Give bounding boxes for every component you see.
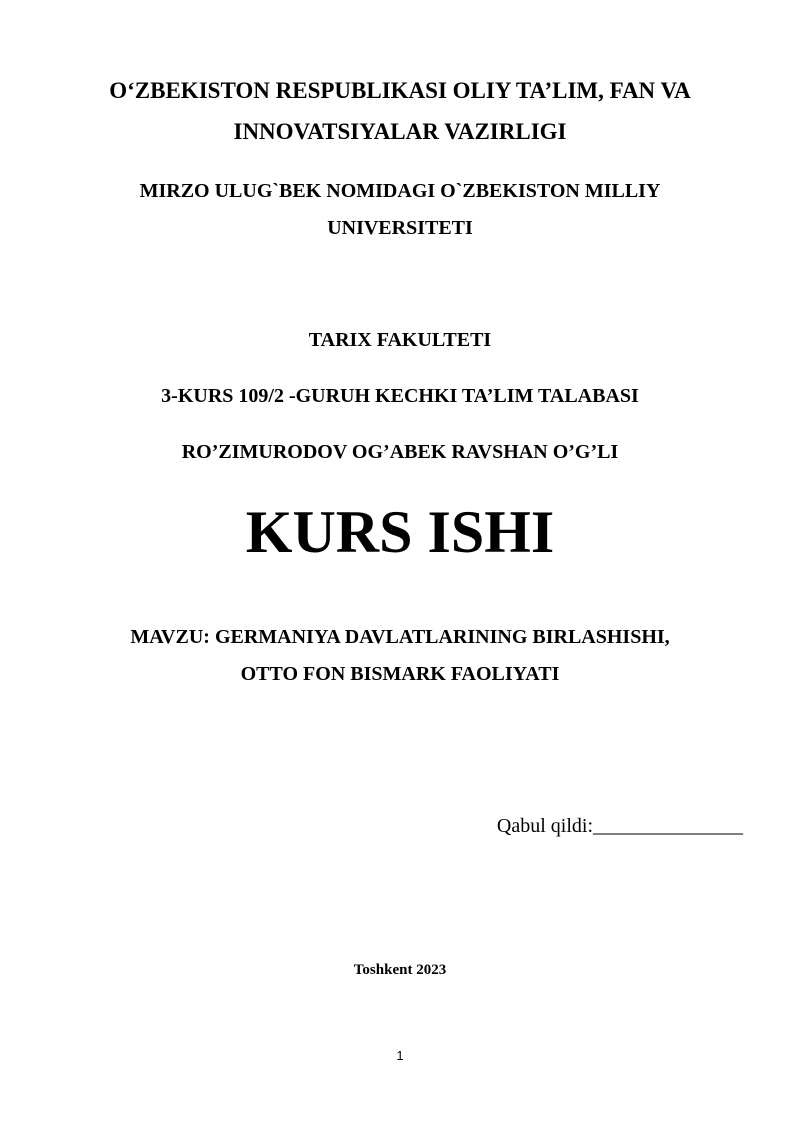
page-number: 1	[396, 1048, 404, 1063]
student-name: RO’ZIMURODOV OG’ABEK RAVSHAN O’G’LI	[181, 441, 619, 463]
document-title: KURS ISHI	[245, 499, 555, 565]
faculty-name: TARIX FAKULTETI	[308, 329, 492, 351]
topic-line-2: OTTO FON BISMARK FAOLIYATI	[240, 663, 560, 685]
university-name-line-2: UNIVERSITETI	[327, 217, 473, 239]
ministry-title-line-1: O‘ZBEKISTON RESPUBLIKASI OLIY TA’LIM, FAN VA	[109, 78, 691, 103]
university-name-line-1: MIRZO ULUG`BEK NOMIDAGI O`ZBEKISTON MILLIY	[139, 180, 661, 202]
ministry-title-line-2: INNOVATSIYALAR VAZIRLIGI	[233, 119, 567, 144]
city-year: Toshkent 2023	[353, 962, 447, 978]
topic-line-1: MAVZU: GERMANIYA DAVLATLARINING BIRLASHISHI,	[130, 626, 670, 648]
accepted-by-field: Qabul qildi:_______________	[496, 815, 743, 837]
student-group: 3-KURS 109/2 -GURUH KECHKI TA’LIM TALABASI	[161, 385, 639, 407]
